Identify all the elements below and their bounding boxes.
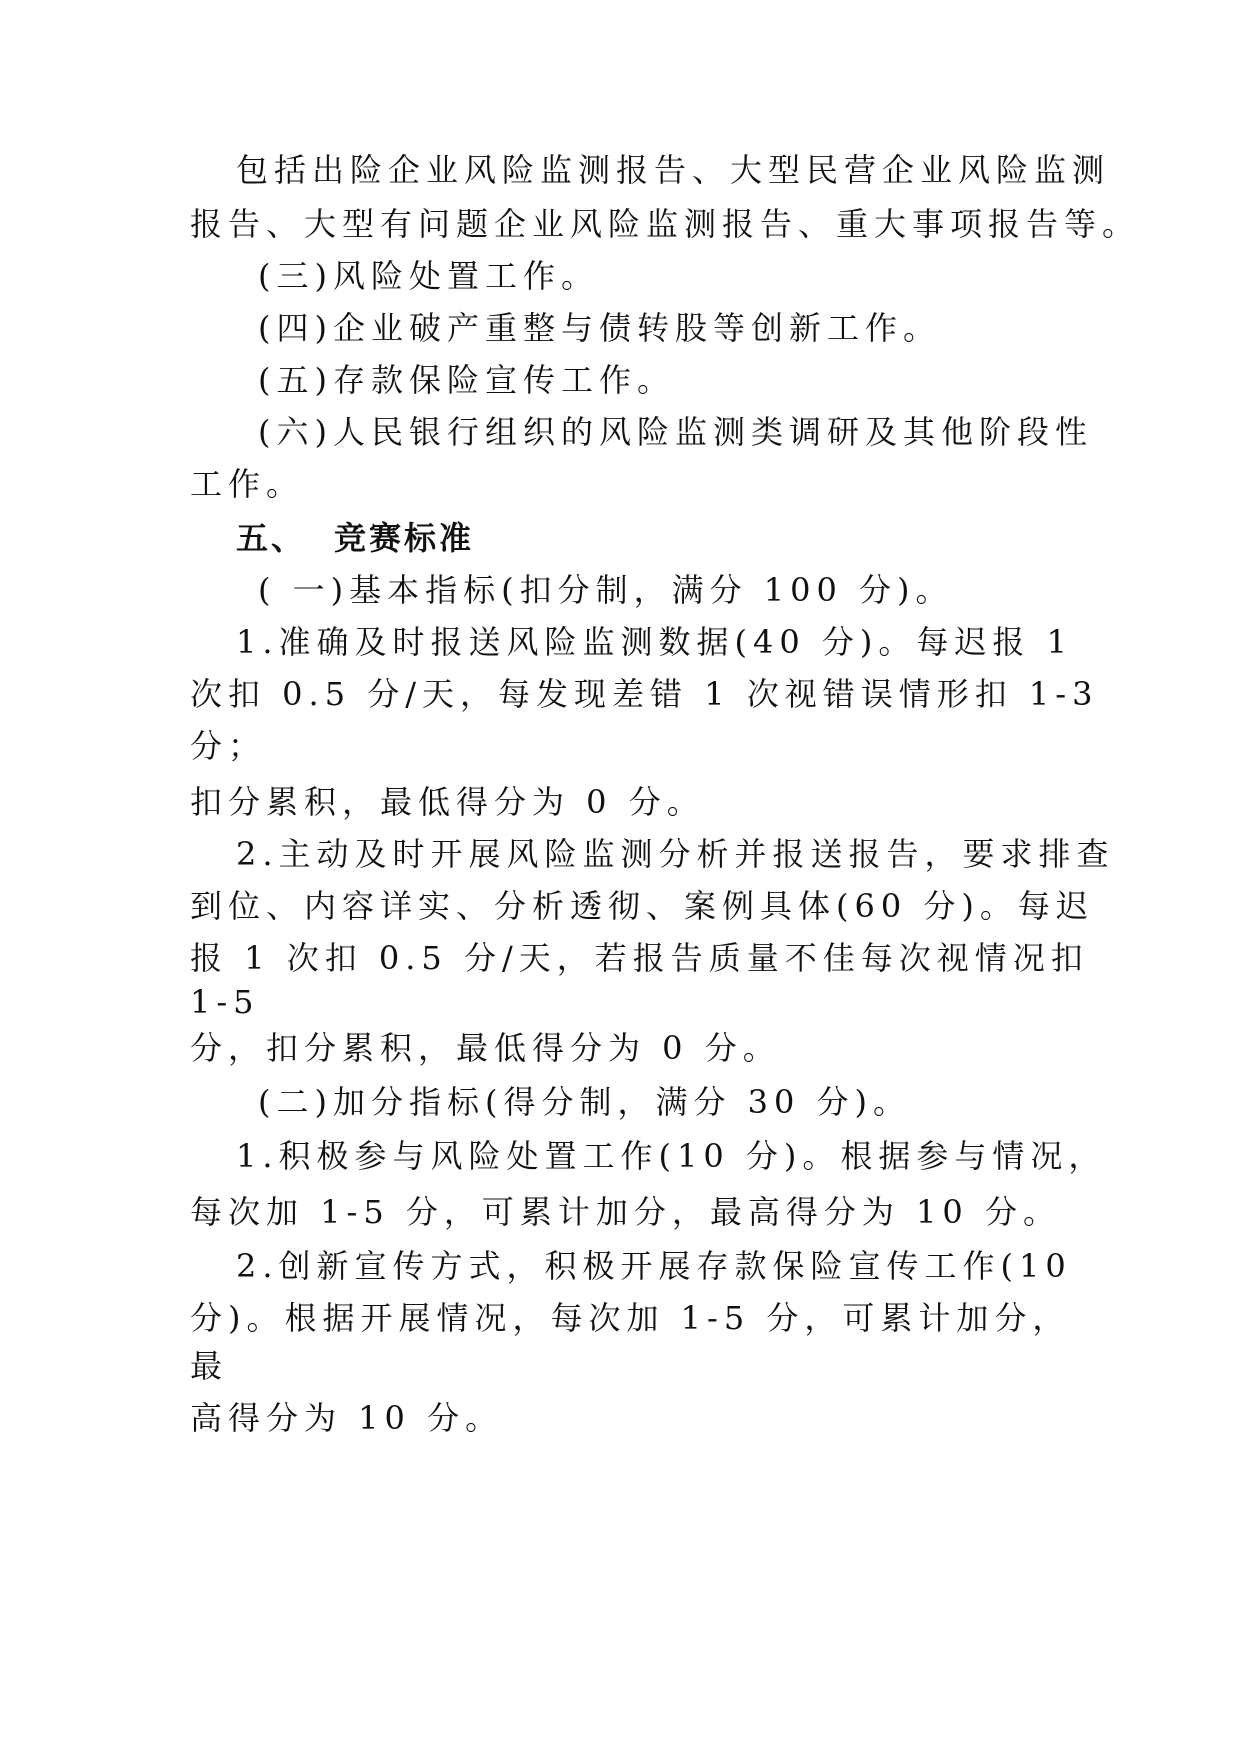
paragraph-line: 高得分为 10 分。 bbox=[190, 1399, 504, 1437]
paragraph-line: 分； bbox=[190, 727, 267, 765]
subsection-heading: (二)加分指标(得分制，满分 30 分)。 bbox=[258, 1083, 912, 1121]
paragraph-line: 2.创新宣传方式，积极开展存款保险宣传工作(10 bbox=[236, 1247, 1072, 1285]
paragraph-line: 2.主动及时开展风险监测分析并报送报告，要求排查 bbox=[236, 835, 1115, 873]
paragraph-line: 次扣 0.5 分/天，每发现差错 1 次视错误情形扣 1-3 bbox=[190, 675, 1099, 713]
paragraph-line: 分，扣分累积，最低得分为 0 分。 bbox=[190, 1029, 781, 1067]
paragraph-line: 扣分累积，最低得分为 0 分。 bbox=[190, 783, 705, 821]
list-item-6: (六)人民银行组织的风险监测类调研及其他阶段性 bbox=[258, 413, 1093, 451]
paragraph-line: 1.积极参与风险处置工作(10 分)。根据参与情况， bbox=[236, 1137, 1107, 1175]
paragraph-line: 1-5 bbox=[190, 983, 260, 1021]
paragraph-line: 分)。根据开展情况，每次加 1-5 分，可累计加分， bbox=[190, 1299, 1071, 1337]
paragraph-line: 每次加 1-5 分，可累计加分，最高得分为 10 分。 bbox=[190, 1193, 1061, 1231]
paragraph-line: 工作。 bbox=[190, 465, 305, 503]
paragraph-line: 最 bbox=[190, 1347, 229, 1385]
paragraph-line: 报告、大型有问题企业风险监测报告、重大事项报告等。 bbox=[190, 205, 1141, 243]
section-number: 五、 bbox=[236, 519, 307, 557]
list-item-4: (四)企业破产重整与债转股等创新工作。 bbox=[258, 309, 941, 347]
paragraph-line: 包括出险企业风险监测报告、大型民营企业风险监测 bbox=[236, 151, 1111, 189]
paragraph-line: 到位、内容详实、分析透彻、案例具体(60 分)。每迟 bbox=[190, 887, 1094, 925]
section-title: 竞赛标准 bbox=[334, 519, 475, 557]
section-heading bbox=[236, 518, 474, 558]
paragraph-line: 1.准确及时报送风险监测数据(40 分)。每迟报 1 bbox=[236, 623, 1073, 661]
list-item-5: (五)存款保险宣传工作。 bbox=[258, 361, 675, 399]
subsection-heading: ( 一)基本指标(扣分制，满分 100 分)。 bbox=[258, 571, 954, 609]
list-item-3: (三)风险处置工作。 bbox=[258, 257, 599, 295]
paragraph-line: 报 1 次扣 0.5 分/天，若报告质量不佳每次视情况扣 bbox=[190, 939, 1089, 977]
